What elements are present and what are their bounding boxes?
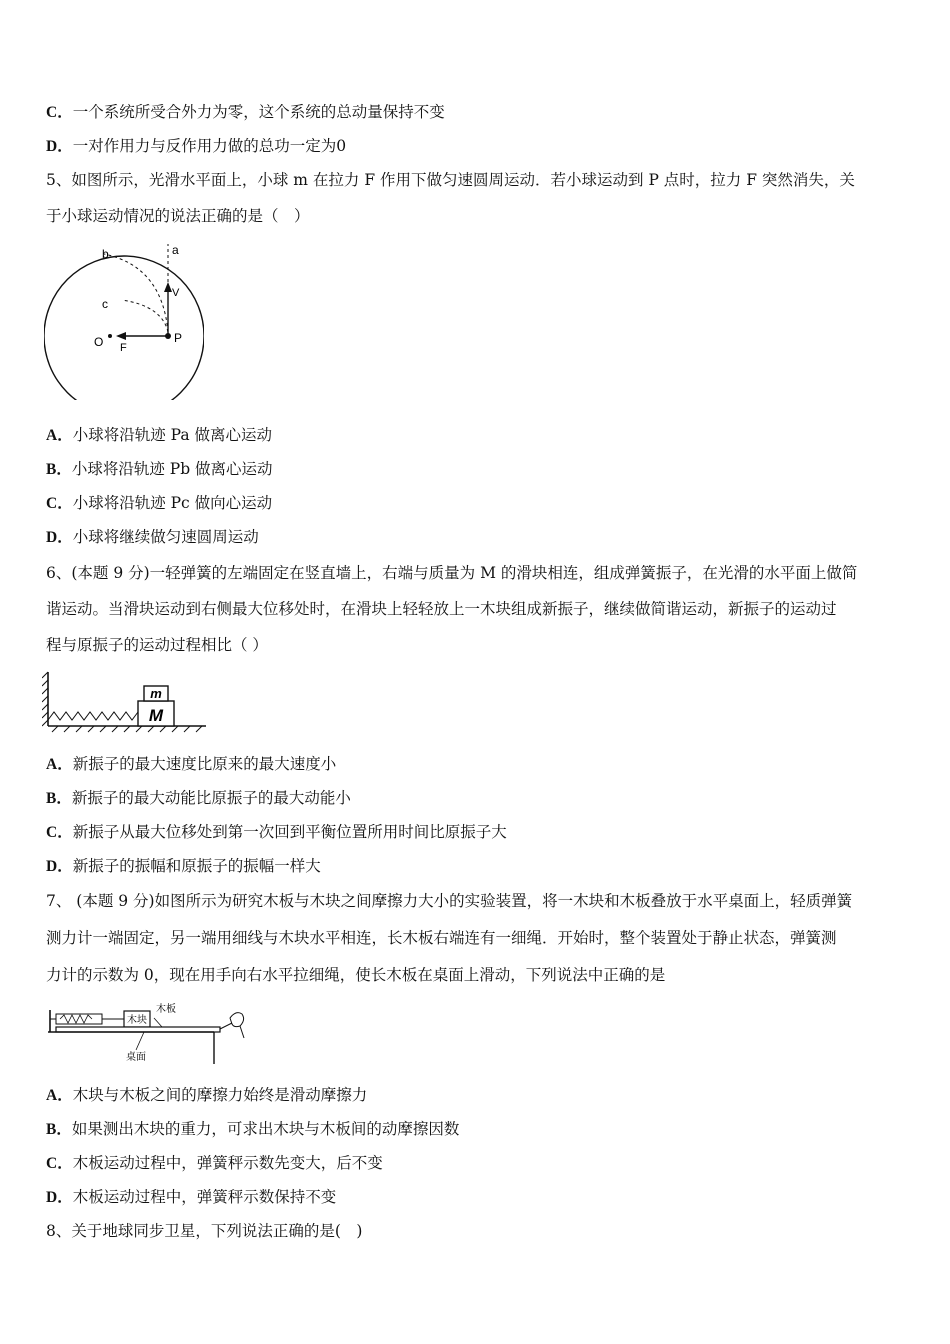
label-b: b <box>102 247 109 261</box>
velocity-arrowhead <box>164 282 172 292</box>
q6-option-b: B．新振子的最大动能比原振子的最大动能小 <box>46 789 351 807</box>
q5-option-c: C．小球将沿轨迹 Pc 做向心运动 <box>46 494 273 512</box>
q7-option-c: C．木板运动过程中，弹簧秤示数先变大，后不变 <box>46 1154 383 1172</box>
label-wood-block: 木块 <box>127 1015 147 1026</box>
hand <box>230 1013 244 1027</box>
q7-option-b: B．如果测出木块的重力，可求出木块与木板间的动摩擦因数 <box>46 1120 460 1138</box>
wall-hatching <box>42 672 48 726</box>
circle-path <box>44 256 204 400</box>
label-o: O <box>94 335 104 349</box>
force-arrowhead <box>116 332 126 340</box>
q7-stem-line1: 7、 (本题 9 分)如图所示为研究木板与木块之间摩擦力大小的实验装置，将一木块和木板叠放于水平桌面上，轻质弹簧 <box>46 892 853 910</box>
q5-option-a: A．小球将沿轨迹 Pa 做离心运动 <box>46 426 273 444</box>
center-o <box>108 334 112 338</box>
label-p: P <box>174 331 183 345</box>
label-v: V <box>172 287 180 299</box>
q5-circular-motion-figure <box>44 236 204 400</box>
label-a: a <box>172 243 179 257</box>
label-f: F <box>120 342 127 354</box>
q5-stem-line1: 5、如图所示，光滑水平面上，小球 m 在拉力 F 作用下做匀速圆周运动．若小球运动到 P 点时，拉力 F 突然消失，关 <box>46 171 855 189</box>
q7-friction-experiment-figure <box>44 998 250 1066</box>
label-wood-board: 木板 <box>156 1004 176 1015</box>
q6-option-c: C．新振子从最大位移处到第一次回到平衡位置所用时间比原振子大 <box>46 823 507 841</box>
q6-option-a: A．新振子的最大速度比原来的最大速度小 <box>46 755 337 773</box>
q6-stem-line1: 6、(本题 9 分)一轻弹簧的左端固定在竖直墙上，右端与质量为 M 的滑块相连，组成弹簧振子，在光滑的水平面上做简 <box>46 564 858 582</box>
label-M: M <box>148 706 164 725</box>
q7-option-d: D．木板运动过程中，弹簧秤示数保持不变 <box>46 1188 337 1206</box>
option-d: D．一对作用力与反作用力做的总功一定为0 <box>46 137 347 155</box>
spring-scale <box>56 1014 102 1024</box>
option-c: C．一个系统所受合外力为零，这个系统的总动量保持不变 <box>46 103 445 121</box>
q6-option-d: D．新振子的振幅和原振子的振幅一样大 <box>46 857 321 875</box>
q7-stem-line3: 力计的示数为 0，现在用手向右水平拉细绳，使长木板在桌面上滑动，下列说法中正确的是 <box>46 966 666 984</box>
q7-option-a: A．木块与木板之间的摩擦力始终是滑动摩擦力 <box>46 1086 368 1104</box>
floor-hatching <box>52 726 202 732</box>
q6-stem-line2: 谐运动。当滑块运动到右侧最大位移处时，在滑块上轻轻放上一木块组成新振子，继续做简谐运动，新振子的运动过 <box>46 600 837 618</box>
q7-stem-line2: 测力计一端固定，另一端用细线与木块水平相连，长木板右端连有一细绳．开始时，整个装置处于静止状态，弹簧测 <box>46 929 837 947</box>
label-c: c <box>102 297 108 311</box>
q8-stem-line1: 8、关于地球同步卫星，下列说法正确的是( ) <box>46 1222 363 1240</box>
q5-option-b: B．小球将沿轨迹 Pb 做离心运动 <box>46 460 273 478</box>
label-m: m <box>150 686 162 701</box>
wood-board <box>56 1027 220 1032</box>
spring <box>48 712 138 720</box>
ball-p <box>165 333 171 339</box>
q5-stem-line2: 于小球运动情况的说法正确的是（ ） <box>46 207 310 225</box>
q6-spring-oscillator-figure <box>42 668 208 734</box>
q6-stem-line3: 程与原振子的运动过程相比（ ） <box>46 636 268 654</box>
q5-option-d: D．小球将继续做匀速圆周运动 <box>46 528 259 546</box>
path-b <box>104 254 168 332</box>
label-table: 桌面 <box>126 1052 146 1063</box>
path-c <box>122 300 168 332</box>
